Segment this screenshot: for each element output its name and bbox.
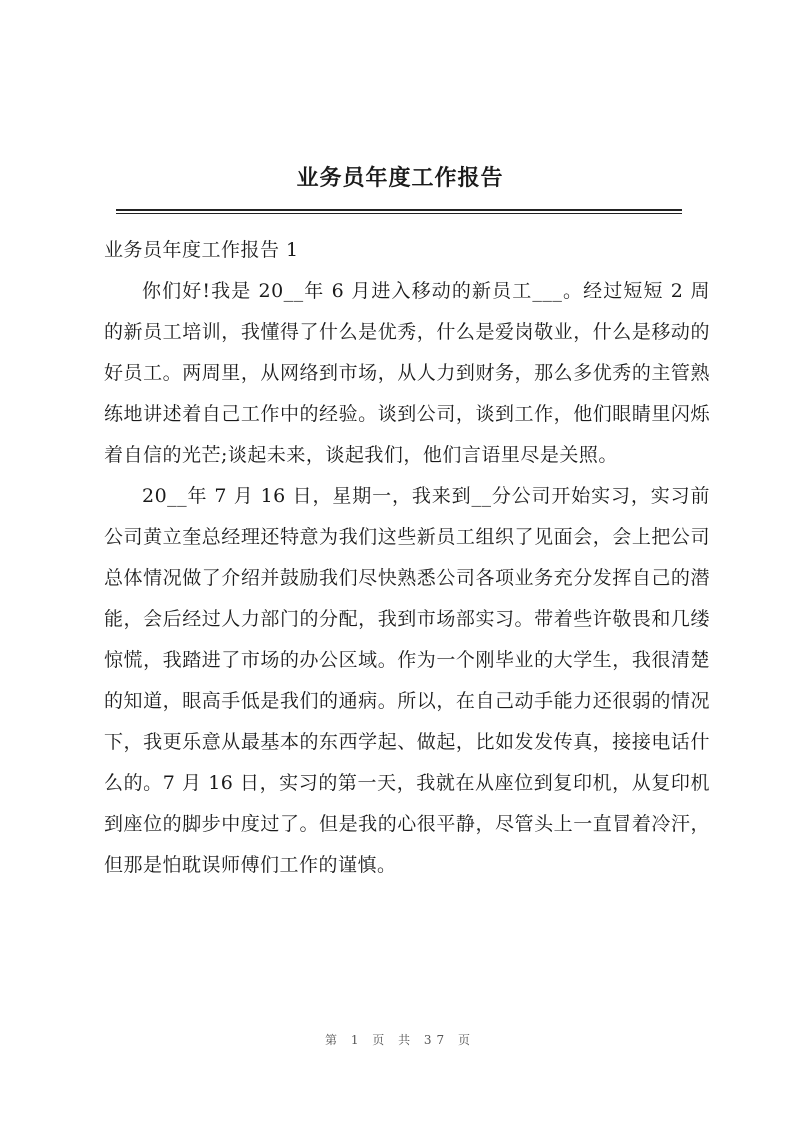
section-heading: 业务员年度工作报告 1 [104, 239, 299, 261]
paragraph-2: 20__年 7 月 16 日，星期一，我来到__分公司开始实习，实习前公司黄立奎总经理还特意为我们这些新员工组织了见面会，会上把公司总体情况做了介绍并鼓励我们尽快熟悉公司各项业务充分发挥自己的潜能，会后经过人力部门的分配，我到市场部实习。带着些许敬畏和几缕惊慌，我踏进了市场的办公区域。作为一个刚毕业的大学生，我很清楚的知道，眼高手低是我们的通病。所以，在自己动手能力还很弱的情况下，我更乐意从最基本的东西学起、做起，比如发发传真，接接电话什么的。7 月 16 日，实习的第一天，我就在从座位到复印机，从复印机到座位的脚步中度过了。但是我的心很平静，尽管头上一直冒着冷汗，但那是怕耽误师傅们工作的谨慎。 [104, 485, 710, 876]
paragraph-1: 你们好!我是 20__年 6 月进入移动的新员工___。经过短短 2 周的新员工培训，我懂得了什么是优秀，什么是爱岗敬业，什么是移动的好员工。两周里，从网络到市场，从人力到财务，那么多优秀的主管熟练地讲述着自己工作中的经验。谈到公司，谈到工作，他们眼睛里闪烁着自信的光芒;谈起未来，谈起我们，他们言语里尽是关照。 [104, 280, 710, 466]
document-body [104, 230, 710, 886]
document-title: 业务员年度工作报告 [296, 165, 504, 191]
title-divider [116, 209, 682, 211]
page-number-footer: 第 1 页 共 37 页 [325, 1033, 475, 1047]
